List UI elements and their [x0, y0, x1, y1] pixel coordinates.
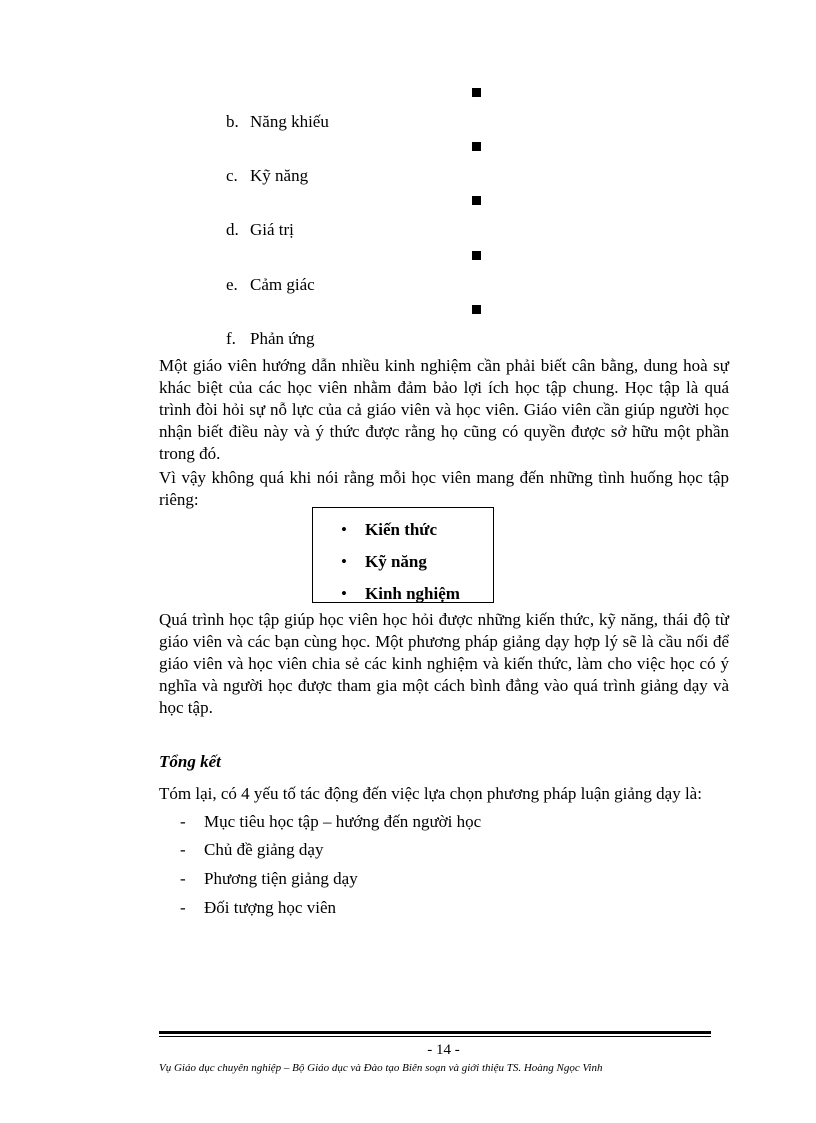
summary-heading: Tổng kết — [159, 752, 221, 771]
footer-rule-top — [159, 1031, 711, 1034]
summary-item: - Đối tượng học viên — [180, 898, 336, 917]
paragraph-teacher-balance: Một giáo viên hướng dẫn nhiều kinh nghiệm cần phải biết cân bằng, dung hoà sự khác biệt của các học viên nhằm đảm bảo lợi ích học tập chung. Học tập là quá trình đòi hỏi sự nỗ lực của cả giáo viên và học viên. Giáo viên cần giúp người học nhận biết điều này và ý thức được rằng họ cũng có quyền được sở hữu một phần trong đó. — [159, 356, 729, 463]
list-item-c: c. Kỹ năng — [226, 166, 309, 185]
list-item-b: b. Năng khiếu — [226, 112, 329, 131]
bullet-icon: • — [341, 520, 347, 539]
footer-rule-bottom — [159, 1036, 711, 1037]
box-item-experience: • Kinh nghiệm — [341, 584, 460, 603]
paragraph-learning-situations: Vì vậy không quá khi nói rằng mỗi học viên mang đến những tình huống học tập riêng: — [159, 468, 729, 509]
square-bullet-icon — [472, 142, 481, 151]
dash-icon: - — [180, 898, 186, 917]
list-item-d: d. Giá trị — [226, 220, 294, 239]
footer-credit: Vụ Giáo dục chuyên nghiệp – Bộ Giáo dục và Đào tạo Biên soạn và giới thiệu TS. Hoàng Ngọc Vinh — [159, 1062, 603, 1074]
paragraph-learning-process: Quá trình học tập giúp học viên học hỏi được những kiến thức, kỹ năng, thái độ từ giáo viên và các bạn cùng học. Một phương pháp giảng dạy hợp lý sẽ là cầu nối để giáo viên và học viên chia sẻ các kinh nghiệm và kiến thức, làm cho việc học có ý nghĩa và người học được tham gia một cách bình đẳng vào quá trình giảng dạy và học tập. — [159, 610, 729, 717]
page-number: - 14 - — [427, 1042, 460, 1058]
square-bullet-icon — [472, 251, 481, 260]
list-item-e: e. Cảm giác — [226, 275, 315, 294]
summary-item: - Chủ đề giảng dạy — [180, 840, 324, 859]
bullet-icon: • — [341, 584, 347, 603]
summary-item: - Mục tiêu học tập – hướng đến người học — [180, 812, 482, 831]
summary-intro: Tóm lại, có 4 yếu tố tác động đến việc lựa chọn phương pháp luận giảng dạy là: — [159, 784, 702, 803]
dash-icon: - — [180, 812, 186, 831]
dash-icon: - — [180, 869, 186, 888]
square-bullet-icon — [472, 88, 481, 97]
square-bullet-icon — [472, 196, 481, 205]
summary-item: - Phương tiện giảng dạy — [180, 869, 358, 888]
bullet-box — [312, 507, 494, 603]
dash-icon: - — [180, 840, 186, 859]
list-item-f: f. Phản ứng — [226, 329, 315, 348]
box-item-knowledge: • Kiến thức — [341, 520, 438, 539]
square-bullet-icon — [472, 305, 481, 314]
bullet-icon: • — [341, 552, 347, 571]
box-item-skills: • Kỹ năng — [341, 552, 427, 571]
